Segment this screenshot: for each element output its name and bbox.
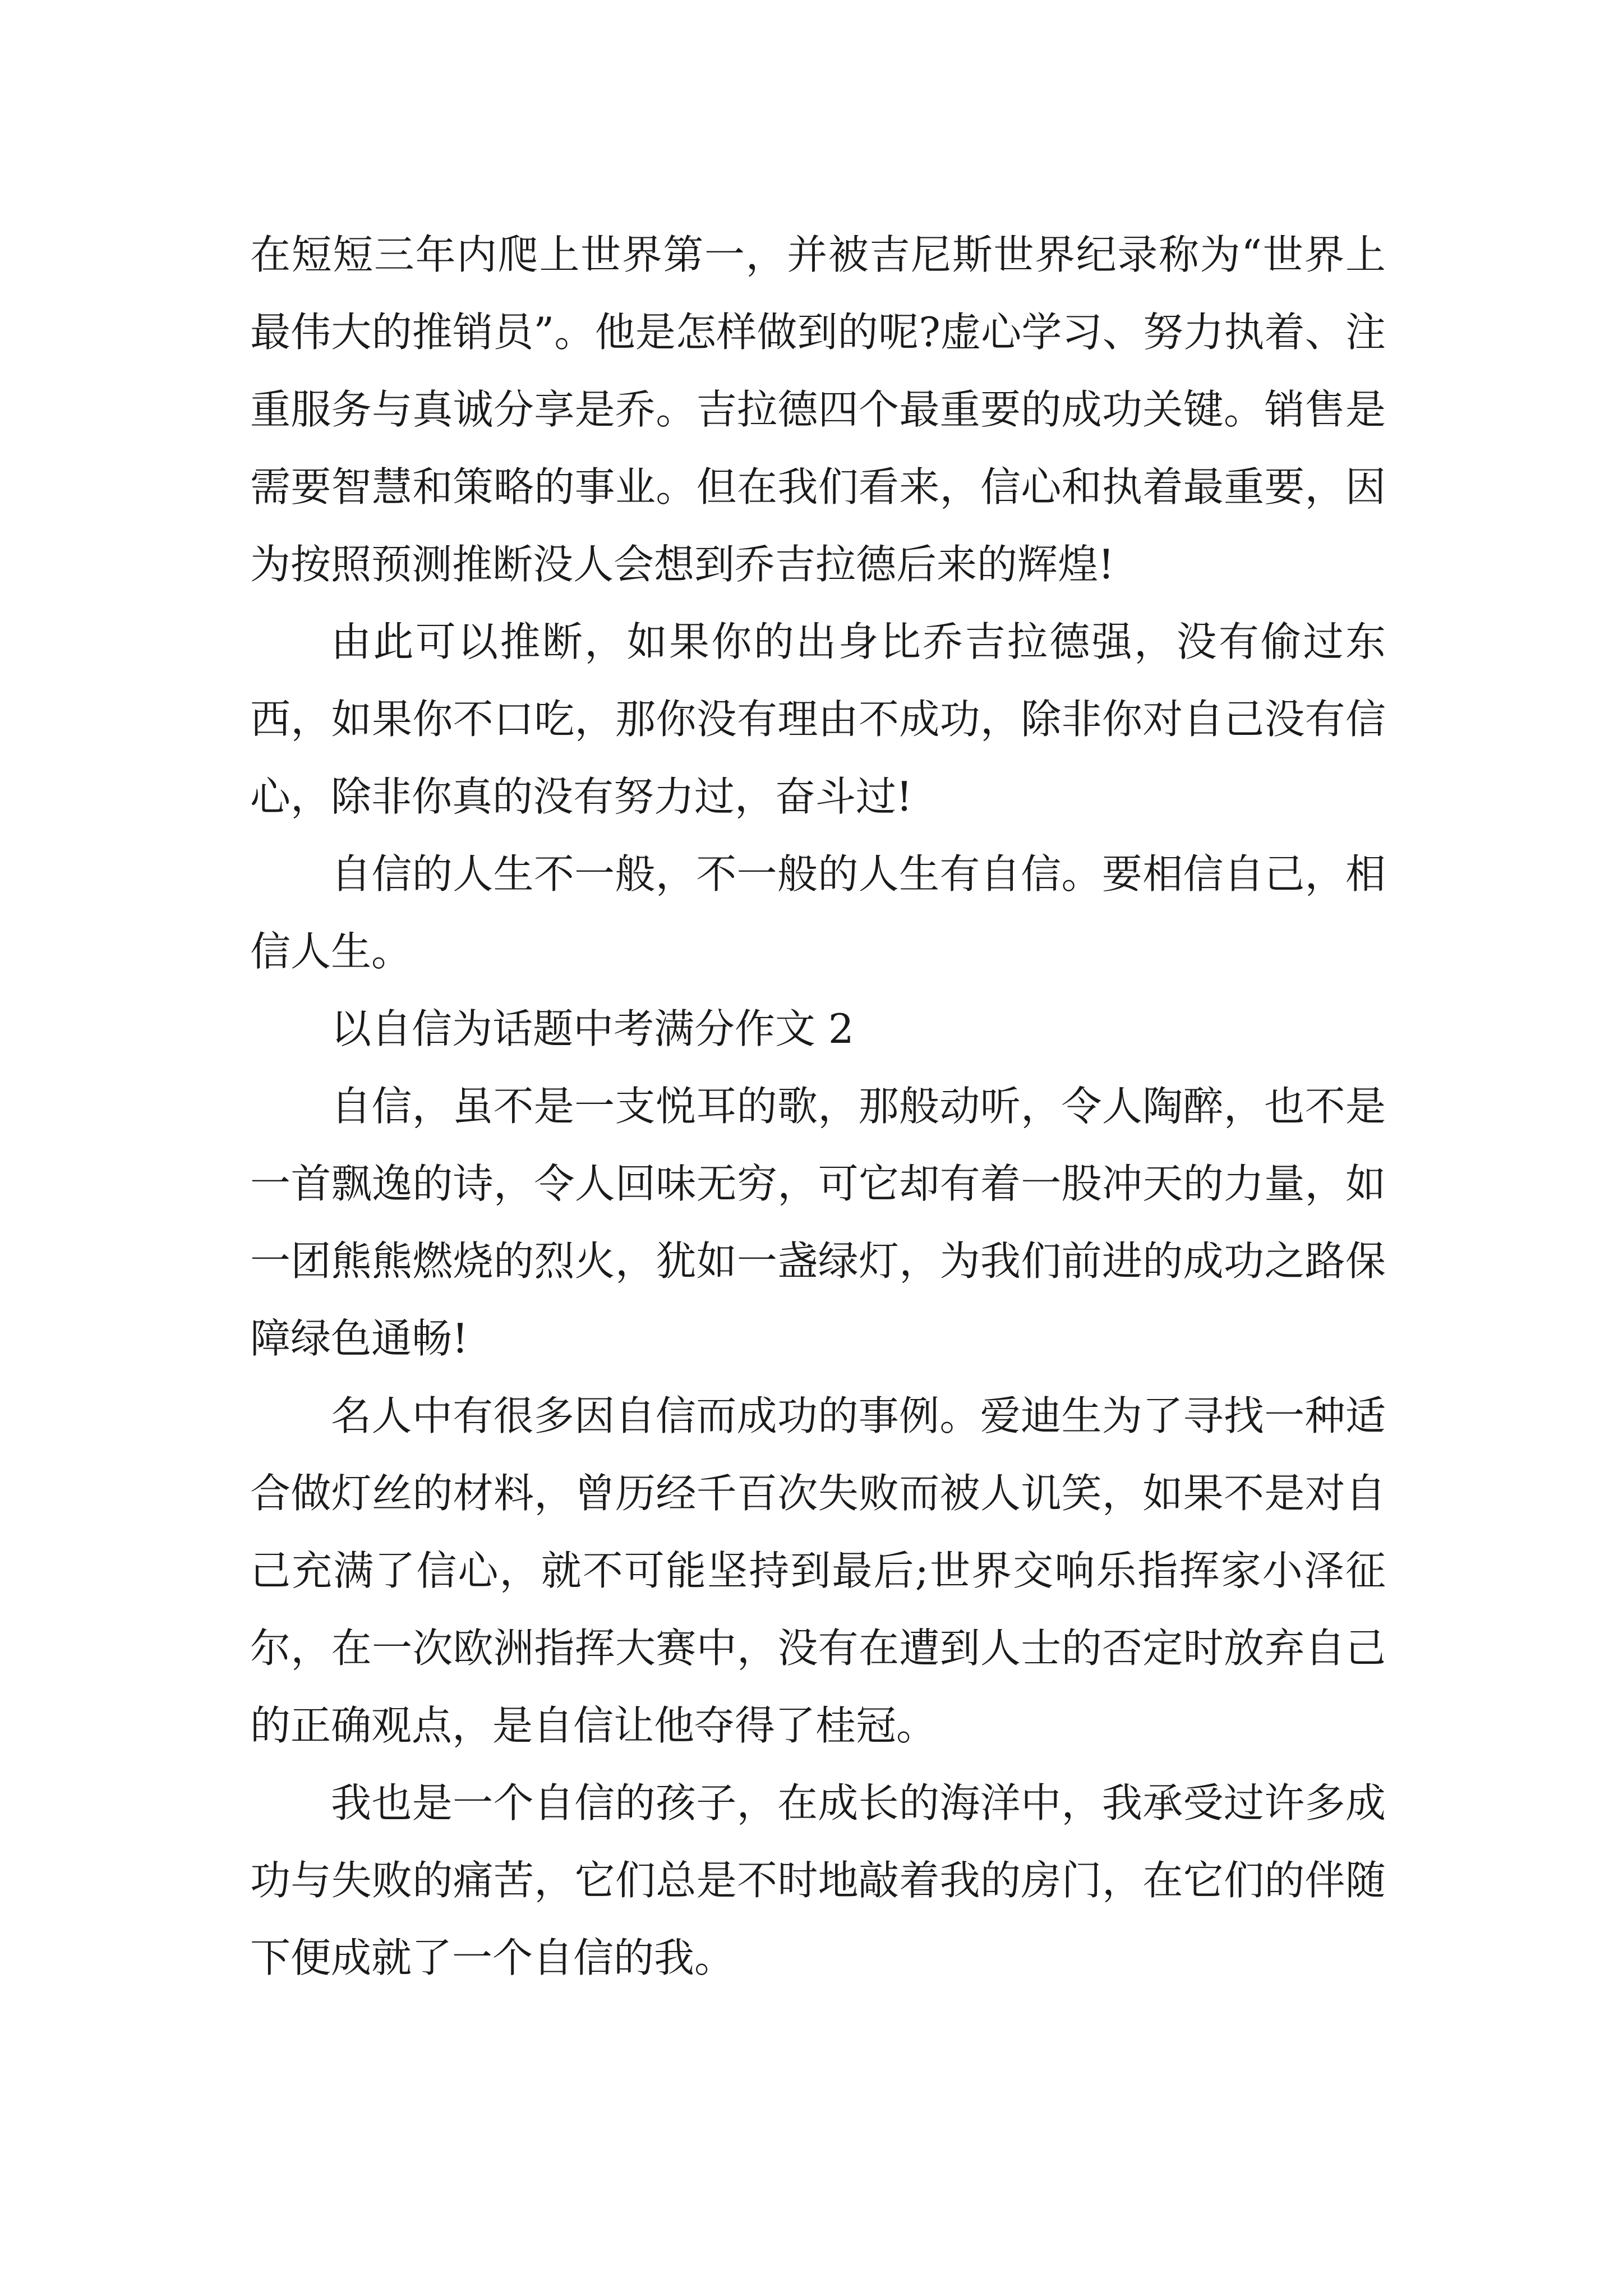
paragraph-2: 由此可以推断，如果你的出身比乔吉拉德强，没有偷过东西，如果你不口吃，那你没有理由不成功，除非你对自己没有信心，除非你真的没有努力过，奋斗过! <box>250 618 1386 820</box>
paragraph-5: 名人中有很多因自信而成功的事例。爱迪生为了寻找一种适合做灯丝的材料，曾历经千百次失败而被人讥笑，如果不是对自己充满了信心，就不可能坚持到最后;世界交响乐指挥家小泽征尔，在一次欧洲指挥大赛中，没有在遭到人士的否定时放弃自己的正确观点，是自信让他夺得了桂冠。 <box>250 1392 1386 1749</box>
paragraph-6: 我也是一个自信的孩子，在成长的海洋中，我承受过许多成功与失败的痛苦，它们总是不时地敲着我的房门，在它们的伴随下便成就了一个自信的我。 <box>250 1779 1386 1981</box>
paragraph-1: 在短短三年内爬上世界第一，并被吉尼斯世界纪录称为“世界上最伟大的推销员”。他是怎样做到的呢?虚心学习、努力执着、注重服务与真诚分享是乔。吉拉德四个最重要的成功关键。销售是需要智慧和策略的事业。但在我们看来，信心和执着最重要，因为按照预测推断没人会想到乔吉拉德后来的辉煌! <box>250 231 1386 588</box>
paragraph-4: 自信，虽不是一支悦耳的歌，那般动听，令人陶醉，也不是一首飘逸的诗，令人回味无穷，可它却有着一股冲天的力量，如一团熊熊燃烧的烈火，犹如一盏绿灯，为我们前进的成功之路保障绿色通畅! <box>250 1083 1386 1362</box>
document-body <box>250 216 1386 1996</box>
paragraph-3: 自信的人生不一般，不一般的人生有自信。要相信自己，相信人生。 <box>250 850 1386 975</box>
essay-title: 以自信为话题中考满分作文 2 <box>331 1005 854 1052</box>
